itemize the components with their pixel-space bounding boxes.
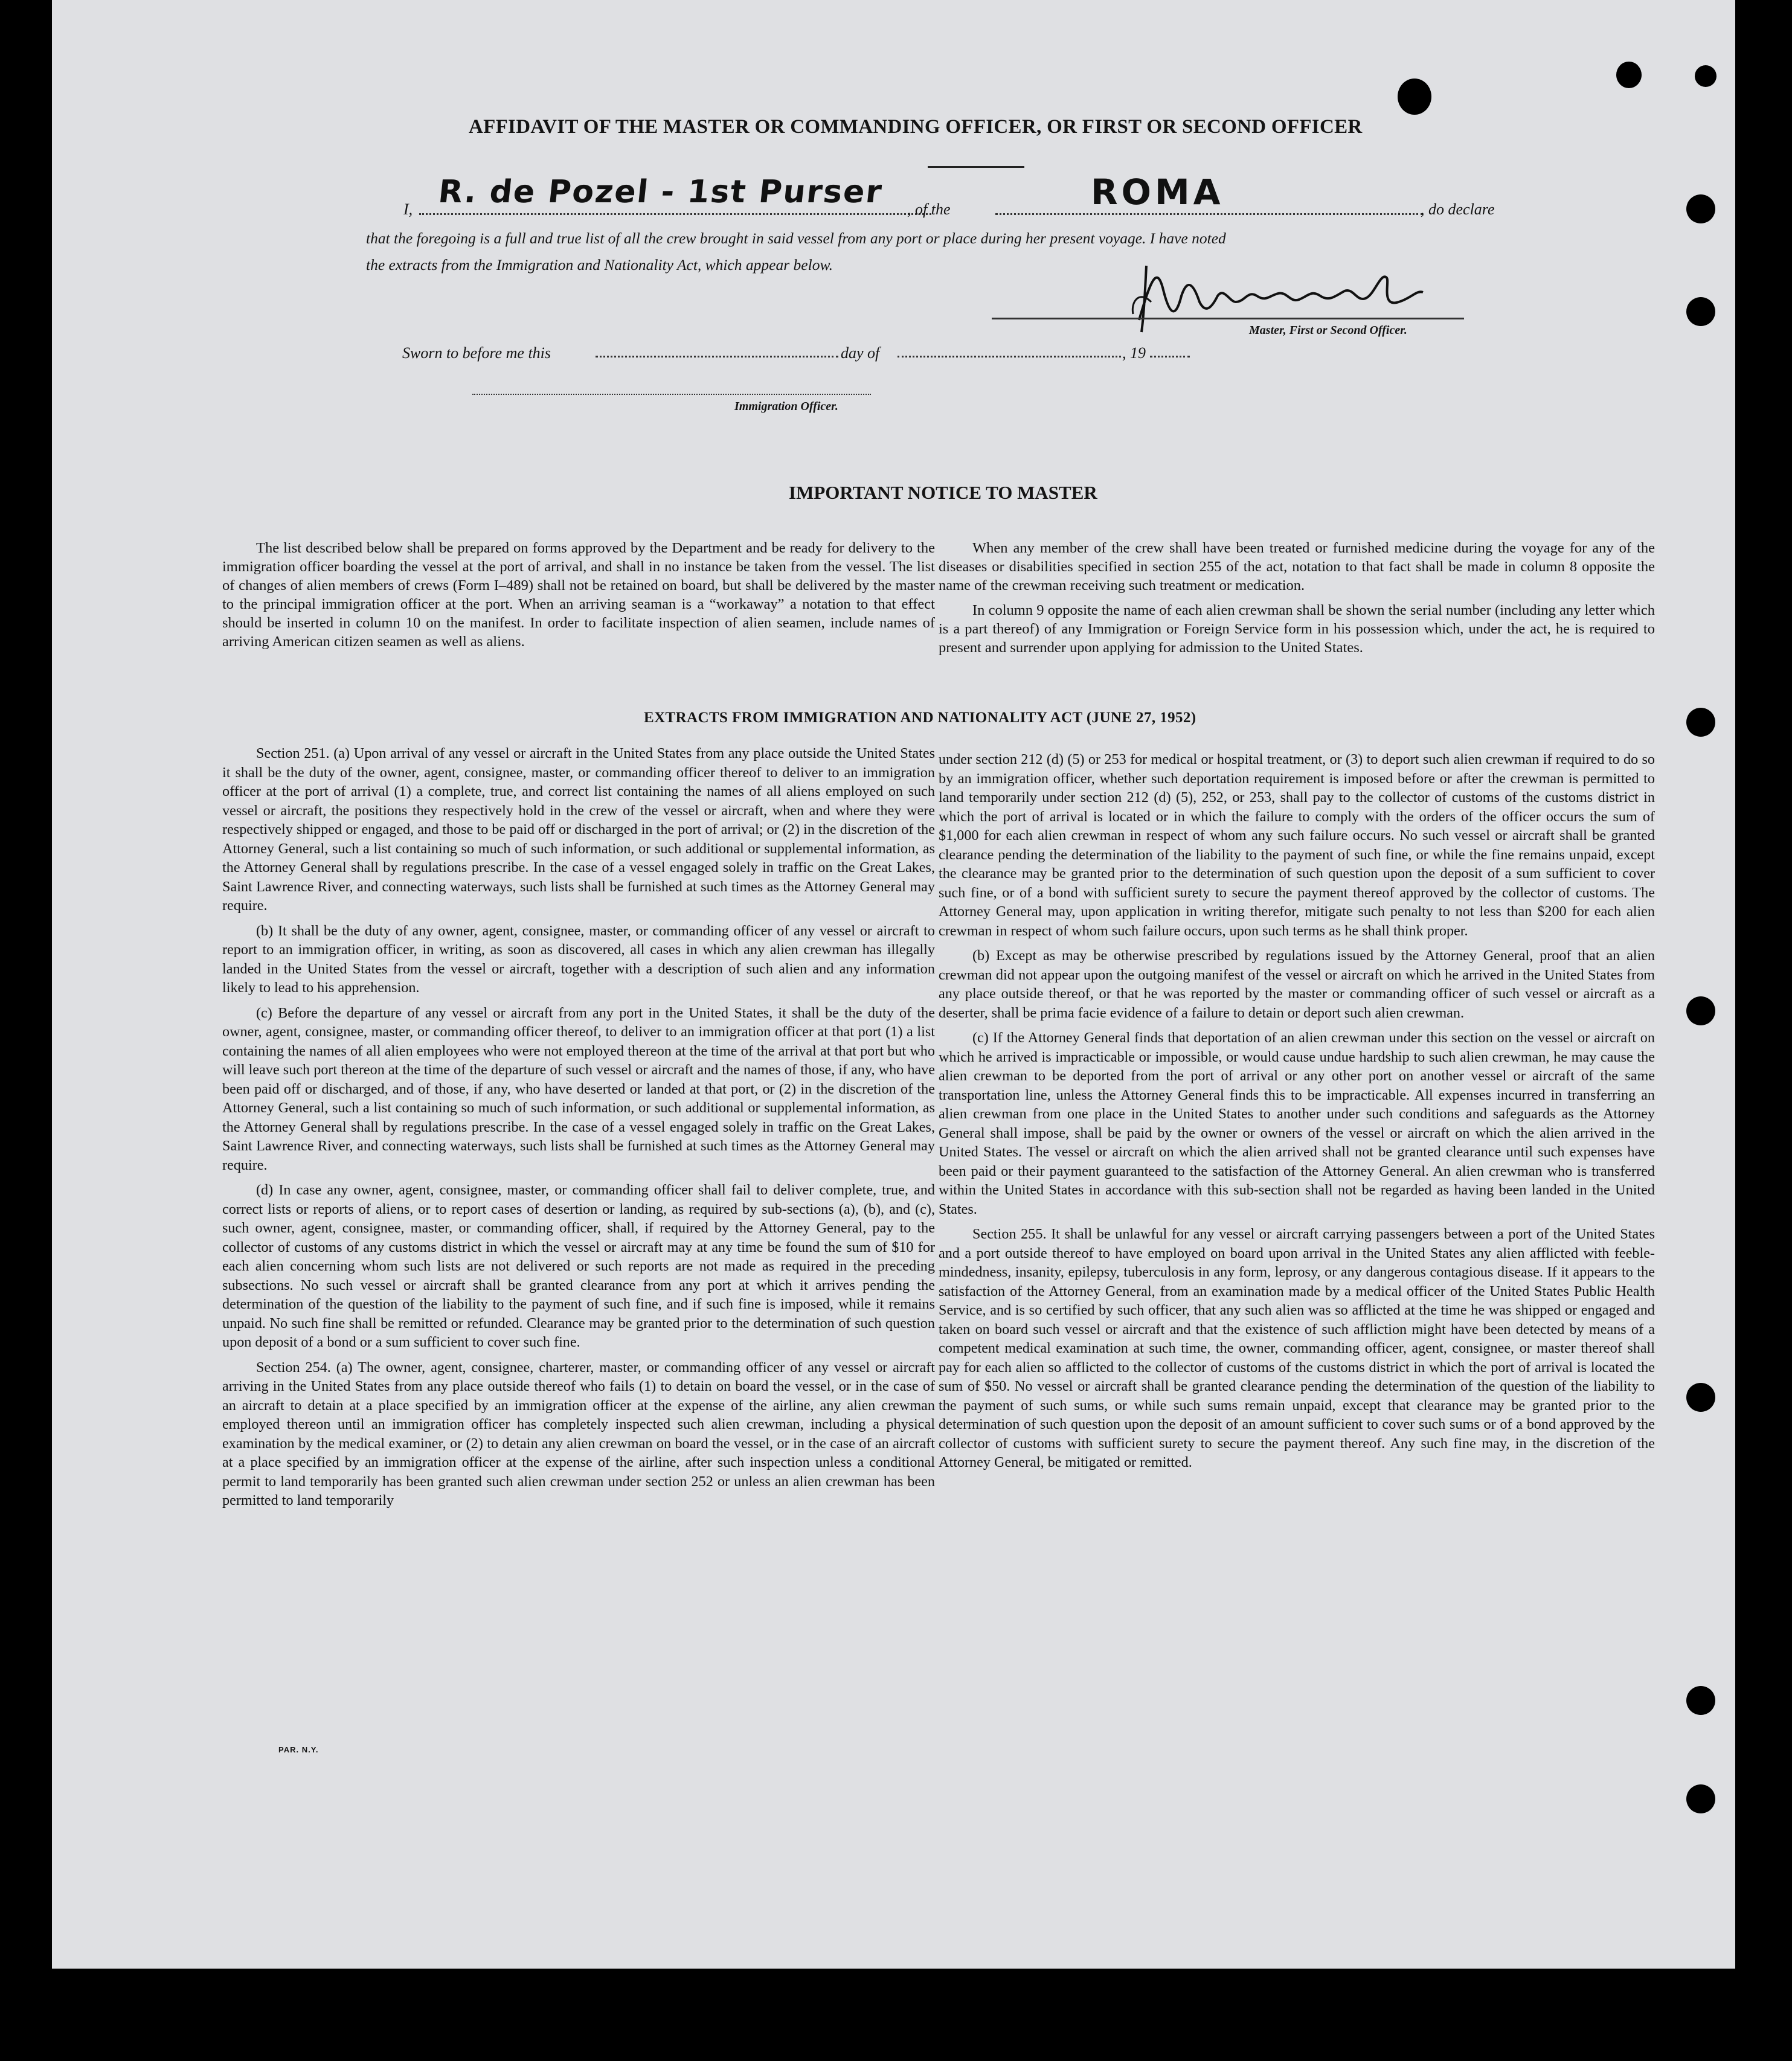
section-251-d: (d) In case any owner, agent, consignee, master, or commanding officer shall fail to deliver complete, true, and correct lists or reports of aliens, or to report cases of desertion or landing, as required by sub-sections (a), (b), and (c), such owner, agent, consignee, master, or commanding officer, shall, if required by the Attorney General, pay to the collector of customs of any customs district in which the vessel or aircraft may at any time be found the sum of $10 for each alien concerning whom such lists are not delivered or such reports are not made as required in the preceding subsections. No such vessel or aircraft shall be granted clearance from any port at which it arrives pending the determination of the question of the liability to the payment of such fine, and if such fine is imposed, while it remains unpaid. No such fine shall be remitted or refunded. Clearance may be granted prior to the determination of such question upon deposit of a bond or a sum sufficient to cover such fine.	[222, 1182, 935, 1350]
officer-signature-line	[472, 394, 871, 395]
printer-code: PAR. N.Y.	[278, 1745, 319, 1754]
affidavit-title: AFFIDAVIT OF THE MASTER OR COMMANDING OFFICER, OR FIRST OR SECOND OFFICER	[469, 116, 1363, 138]
section-254-c: (c) If the Attorney General finds that deportation of an alien crewman under this section on the vessel or aircraft on which he arrived is impracticable or impossible, or would cause undue hardship to such alien crewman, he may cause the alien crewman to be deported from the port of arrival or any other port on another vessel or aircraft of the same transportation line, unless the Attorney General finds this to be impracticable. All expenses incurred in transferring an alien crewman from one place in the United States to another under such conditions and safeguards as the Attorney General shall impose, shall be paid by the owner or owners of the vessel or aircraft on which the alien arrived in the United States. The vessel or aircraft on which the alien arrived shall not be granted clearance until such expenses have been paid or their payment guaranteed to the satisfaction of the Attorney General. An alien crewman who is transferred within the United States in accordance with this sub-section shall not be regarded as having been landed in the United States.	[939, 1030, 1655, 1217]
notice-right-paragraph-1: When any member of the crew shall have been treated or furnished medicine during the voyage for any of the diseases or disabilities specified in section 255 of the act, notation to that fact shall be made in column 8 opposite the name of the crewman receiving such treatment or medication.	[939, 540, 1655, 594]
section-254-b: (b) Except as may be otherwise prescribed by regulations issued by the Attorney General, proof that an alien crewman did not appear upon the outgoing manifest of the vessel or aircraft on which he arrived in the United States from any place outside thereof, or that he was reported by the master or commanding officer of such vessel or aircraft as a deserter, shall be prima facie evidence of a failure to detain or deport such alien crewman.	[939, 947, 1655, 1021]
title-rule	[928, 166, 1024, 168]
notice-left-column	[222, 539, 935, 657]
punch-hole	[1686, 194, 1715, 223]
day-of-label: day of	[841, 344, 880, 362]
ink-blot	[1398, 79, 1431, 115]
notice-right-paragraph-2: In column 9 opposite the name of each alien crewman shall be shown the serial number (including any letter which is a part thereof) of any Immigration or Foreign Service form in his possession which, under the act, he is required to present and surrender upon applying for admission to the United States.	[939, 602, 1655, 656]
extracts-left-column	[222, 744, 935, 1516]
punch-hole	[1686, 996, 1715, 1025]
signature-caption: Master, First or Second Officer.	[1249, 324, 1407, 337]
sworn-month-blank	[898, 343, 1121, 357]
punch-hole	[1686, 1686, 1715, 1715]
section-254-a-continued: under section 212 (d) (5) or 253 for medical or hospital treatment, or (3) to deport such alien crewman if required to do so by an immigration officer, whether such deportation requirement is imposed before or after the crewman is permitted to land temporarily under section 212 (d) (5), 252, or 253, shall pay to the collector of customs of the customs district in which the port of arrival is located or in which the failure to comply with the orders of the officer occurs the sum of $1,000 for each alien crewman in respect of whom any such failure occurs. No such vessel or aircraft shall be granted clearance pending the determination of the liability to the payment of such fine, or while the fine remains unpaid, except the clearance may be granted prior to the determination of such question upon the deposit of a sum sufficient to cover such fine, or of a bond with sufficient surety to secure the payment thereof approved by the collector of customs. The Attorney General may, upon application in writing therefor, mitigate such penalty to not less than $200 for each alien crewman in respect of whom such failure occurs, upon such terms as he shall think proper.	[939, 751, 1655, 939]
punch-hole	[1686, 1784, 1715, 1813]
sworn-year-blank	[1150, 343, 1190, 357]
sworn-day-blank	[596, 343, 838, 357]
section-255: Section 255. It shall be unlawful for any vessel or aircraft carrying passengers between a port of the United States and a port outside thereof to have employed on board upon arrival in the United States any alien afflicted with feeble-mindedness, insanity, epilepsy, tuberculosis in any form, leprosy, or any dangerous contagious disease. If it appears to the satisfaction of the Attorney General, from an examination made by a medical officer of the United States Public Health Service, and is so certified by such officer, that any such alien was so afflicted at the time he was shipped or engaged and taken on board such vessel or aircraft and that the existence of such affliction might have been detected by means of a competent medical examination at such time, the owner, commanding officer, agent, consignee, or master thereof shall pay for each alien so afflicted to the collector of customs of the customs district in which the port of arrival is located the sum of $50. No vessel or aircraft shall be granted clearance pending the determination of the question of the liability to the payment of such sums, or while such sums remain unpaid, except that clearance may be granted prior to the determination of such question upon the deposit of an amount sufficient to cover such sums or of a bond approved by the collector of customs with sufficient surety to secure the payment thereof. Any such fine may, in the discretion of the Attorney General, be mitigated or remitted.	[939, 1226, 1655, 1470]
of-the-label: , of the	[907, 200, 951, 218]
officer-caption: Immigration Officer.	[734, 400, 838, 413]
signature-line	[992, 318, 1464, 319]
ink-blot	[1695, 65, 1717, 87]
punch-hole	[1686, 708, 1715, 737]
ink-blot	[1616, 62, 1642, 88]
extracts-right-column	[939, 750, 1655, 1478]
section-251-b: (b) It shall be the duty of any owner, agent, consignee, master, or commanding officer of any vessel or aircraft to report to an immigration officer, in writing, as soon as discovered, all cases in which any alien crewman has illegally landed in the United States from the vessel or aircraft, together with a description of such alien and any information likely to lead to his apprehension.	[222, 922, 935, 996]
declaration-line-2: the extracts from the Immigration and Nationality Act, which appear below.	[366, 256, 833, 274]
section-251-c: (c) Before the departure of any vessel or aircraft from any port in the United States, it shall be the duty of the owner, agent, consignee, master, or commanding officer thereof, to deliver to an immigration officer at that port (1) a list containing the names of all alien employees who were not employed thereon at the time of the arrival at that port but who will leave such port thereon at the time of the departure of such vessel or aircraft and the names of those, if any, who have been paid off or discharged, and of those, if any, who have deserted or landed at that port, or (2) in the discretion of the Attorney General, such a list containing so much of such information, or such additional or supplemental information, as the Attorney General shall by regulations prescribe. In the case of a vessel engaged solely in traffic on the Great Lakes, Saint Lawrence River, and connecting waterways, such lists shall be furnished at such times as the Attorney General may require.	[222, 1004, 935, 1173]
handwritten-vessel: ROMA	[1091, 171, 1224, 213]
sworn-label: Sworn to before me this	[402, 344, 551, 362]
do-declare-label: , do declare	[1421, 200, 1495, 218]
declaration-line-1: that the foregoing is a full and true list of all the crew brought in said vessel from any port or place during her present voyage. I have noted	[366, 229, 1226, 247]
extracts-title: EXTRACTS FROM IMMIGRATION AND NATIONALITY ACT (JUNE 27, 1952)	[644, 710, 1196, 726]
handwritten-name: R. de Pozel - 1st Purser	[436, 174, 885, 210]
punch-hole	[1686, 1383, 1715, 1412]
prefix-i: I,	[403, 200, 413, 218]
notice-title: IMPORTANT NOTICE TO MASTER	[789, 482, 1097, 503]
notice-right-column	[939, 539, 1655, 663]
year-prefix: , 19	[1122, 344, 1146, 362]
form-page	[52, 0, 1735, 1969]
section-254-a: Section 254. (a) The owner, agent, consignee, charterer, master, or commanding officer of any vessel or aircraft arriving in the United States from any place outside thereof who fails (1) to detain on board the vessel, or in the case of an aircraft to detain at a place specified by an immigration officer at the expense of the airline, any alien crewman employed thereon until an immigration officer has completely inspected such alien crewman, including a physical examination by the medical examiner, or (2) to detain any alien crewman on board the vessel, or in the case of an aircraft at a place specified by an immigration officer at the expense of the airline, after such inspection unless a conditional permit to land temporarily has been granted such alien crewman under section 252 or unless an alien crewman has been permitted to land temporarily	[222, 1359, 935, 1508]
section-251-a: Section 251. (a) Upon arrival of any vessel or aircraft in the United States from any place outside the United States it shall be the duty of the owner, agent, consignee, master, or commanding officer thereof to deliver to an immigration officer at the port of arrival (1) a complete, true, and correct list containing the names of all aliens employed on such vessel or aircraft, the positions they respectively hold in the crew of the vessel or aircraft, when and where they were respectively shipped or engaged, and those to be paid off or discharged in the port of arrival; or (2) in the discretion of the Attorney General, such a list containing so much of such information, or such additional or supplemental information, as the Attorney General shall by regulations prescribe. In the case of a vessel engaged solely in traffic on the Great Lakes, Saint Lawrence River, and connecting waterways, such lists shall be furnished at such times as the Attorney General may require.	[222, 745, 935, 914]
punch-hole	[1686, 297, 1715, 326]
notice-left-paragraph: The list described below shall be prepared on forms approved by the Department and be ready for delivery to the immigration officer boarding the vessel at the port of arrival, and shall in no instance be taken from the vessel. The list of changes of alien members of crews (Form I–489) shall not be retained on board, but shall be delivered by the master to the principal immigration officer at the port. When an arriving seaman is a “workaway” a notation to that effect should be inserted in column 10 on the manifest. In order to facilitate inspection of alien seamen, include names of arriving American citizen seamen as well as aliens.	[222, 540, 935, 650]
